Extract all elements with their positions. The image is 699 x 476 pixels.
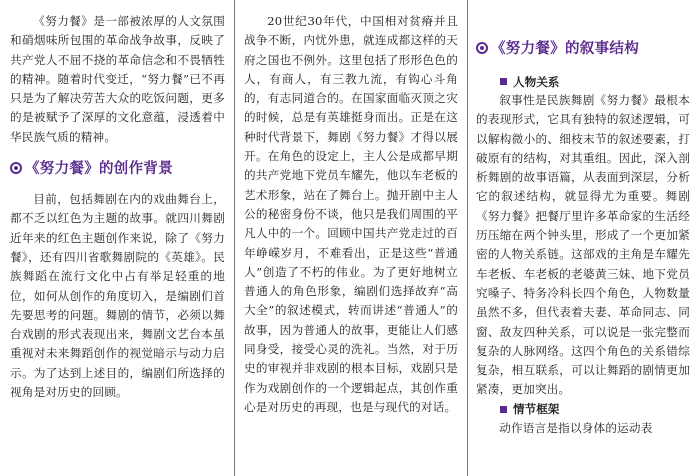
subheading-characters	[476, 72, 690, 91]
subheading-text: 情节框架	[513, 402, 560, 417]
paragraph: 目前，包括舞剧在内的戏曲舞台上，都不乏以红色为主题的故事。就四川舞剧近年来的红色主题创作来说，除了《努力餐》，还有四川省歌舞剧院的《英雄》。民族舞蹈在流行文化中占有举足轻重的地位，如何从创作的角度切入，是编剧们首先要思考的问题。舞剧的情节，必须以舞台戏剧的形式表现出来，舞剧文艺台本虽重视对未来舞蹈创作的视觉暗示与动力启示。为了达到上述目的，编剧们所选择的视角是对历史的回顾。	[10, 192, 225, 400]
section-heading-text: 《努力餐》的创作背景	[25, 161, 173, 178]
section-heading-text: 《努力餐》的叙事结构	[491, 41, 639, 57]
circle-dot-icon	[476, 42, 488, 54]
subheading-text: 人物关系	[513, 74, 560, 89]
circle-dot-icon	[10, 162, 22, 174]
column-right	[476, 0, 690, 476]
section-heading-structure	[476, 37, 690, 58]
paragraph: 《努力餐》是一部被浓厚的人文氛围和硝烟味所包围的革命战争故事，反映了共产党人不屈不挠的革命信念和不畏牺牲的精神。随着时代变迁，“努力餐”已不再只是为了解决劳苦大众的吃饭问题，更多的是被赋予了深厚的文化意蕴，浸透着中华民族气质的精神。	[10, 14, 225, 144]
column-left	[10, 0, 225, 476]
section-heading-background	[10, 157, 225, 178]
column-middle	[244, 0, 458, 476]
square-icon	[500, 78, 507, 85]
column-divider	[467, 0, 468, 476]
column-divider	[234, 0, 235, 476]
paragraph: 20世纪30年代，中国相对贫瘠并且战争不断，内忧外患，就连成都这样的天府之国也不例外。这里包括了形形色色的人，有商人，有三教九流，有钩心斗角的，有志同道合的。在国家面临灭顶之灾的时候，总是有英雄挺身而出。正是在这种时代背景下，舞剧《努力餐》才得以展开。在角色的设定上，主人公是成都早期的共产党地下党员车耀先，他以车老板的艺术形象，站在了舞台上。抛开剧中主人公的秘密身份不谈，他只是我们周围的平凡人中的一个。回顾中国共产党走过的百年峥嵘岁月，不难看出，正是这些“普通人”创造了不朽的伟业。为了更好地树立普通人的角色形象，编剧们选择故弃“高大全”的叙述模式，转而讲述“普通人”的故事，因为普通人的故事，更能让人们感同身受，接受心灵的洗礼。当然，对于历史的审视并非戏剧的根本目标，戏剧只是作为戏剧创作的一个逻辑起点，其创作重心是对历史的再现，也是与现代的对话。	[244, 14, 458, 414]
paragraph: 叙事性是民族舞剧《努力餐》最根本的表现形式，它具有独特的叙述逻辑，可以解构微小的、细枝末节的叙述要素，打破原有的结构，对其重组。因此，深入剖析舞剧的故事语篇，从表面到深层，分析它的叙述结构，就显得尤为重要。舞剧《努力餐》把餐厅里许多革命家的生活经历压缩在两个钟头里，形成了一个更加紧密的人物关系链。这部戏的主角是车耀先车老板、车老板的老婆黄三妹、地下党员究嗓子、特务冷科长四个角色，人物数量虽然不多，但代表着夫妻、革命同志、同窗、敌友四种关系，可以说是一张完整而复杂的人脉网络。这四个角色的关系错综复杂，相互联系，可以让舞蹈的剧情更加紧凑，更加突出。	[476, 93, 690, 397]
square-icon	[500, 406, 507, 413]
paragraph: 动作语言是指以身体的运动表	[499, 420, 653, 435]
subheading-plot	[476, 400, 690, 419]
